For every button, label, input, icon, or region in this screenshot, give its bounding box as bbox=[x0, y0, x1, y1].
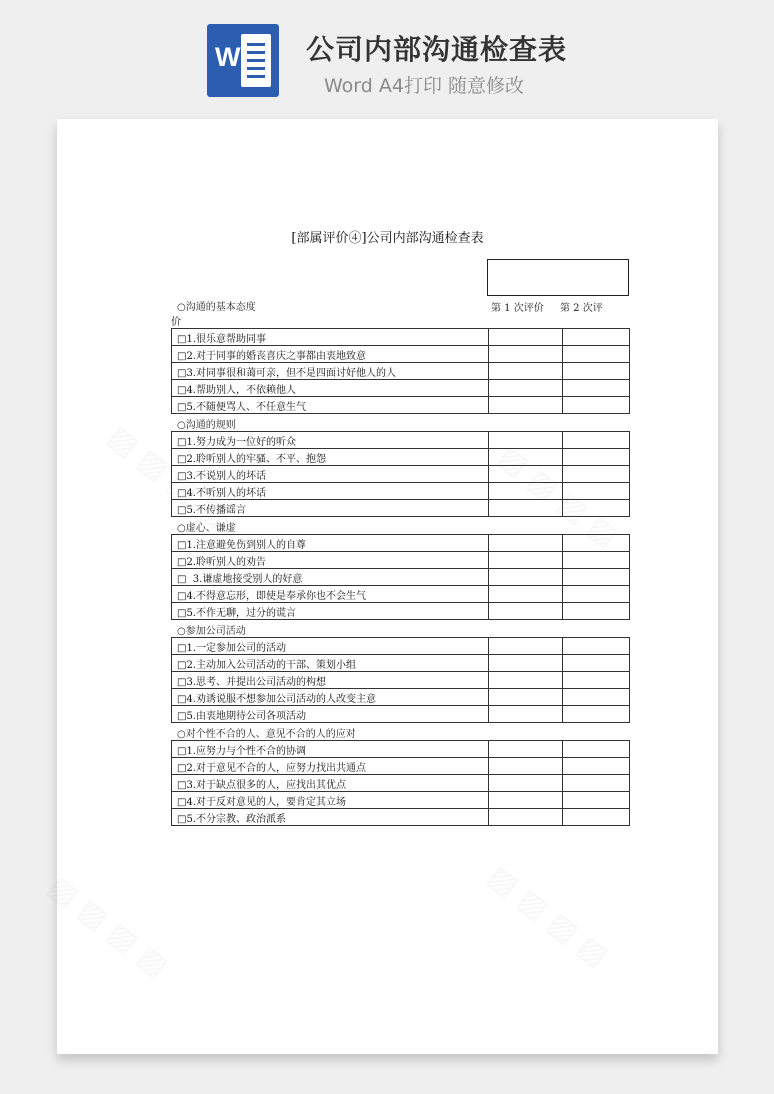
item-text[interactable]: □3.对于缺点很多的人，应找出其优点 bbox=[172, 775, 489, 792]
header bbox=[0, 0, 774, 118]
table-row bbox=[172, 363, 630, 380]
table-row bbox=[172, 655, 630, 672]
item-text[interactable]: □2.主动加入公司活动的干部、策划小组 bbox=[172, 655, 489, 672]
second-score-cell[interactable] bbox=[563, 775, 630, 792]
second-score-cell[interactable] bbox=[563, 809, 630, 826]
first-score-cell[interactable] bbox=[489, 638, 563, 655]
table-row bbox=[172, 792, 630, 809]
second-score-cell[interactable] bbox=[563, 741, 630, 758]
first-score-cell[interactable] bbox=[489, 586, 563, 603]
second-score-cell[interactable] bbox=[563, 449, 630, 466]
first-score-cell[interactable] bbox=[489, 603, 563, 620]
item-text[interactable]: □2.对于同事的婚丧喜庆之事都由衷地致意 bbox=[172, 346, 489, 363]
second-score-cell[interactable] bbox=[563, 672, 630, 689]
item-text[interactable]: □5.由衷地期待公司各项活动 bbox=[172, 706, 489, 723]
first-score-cell[interactable] bbox=[489, 792, 563, 809]
first-score-cell[interactable] bbox=[489, 569, 563, 586]
table-row bbox=[172, 329, 630, 346]
first-score-cell[interactable] bbox=[489, 466, 563, 483]
item-text[interactable]: □4.对于反对意见的人，要肯定其立场 bbox=[172, 792, 489, 809]
second-score-cell[interactable] bbox=[563, 483, 630, 500]
document-title: [部属评价④]公司内部沟通检查表 bbox=[291, 231, 484, 246]
first-score-cell[interactable] bbox=[489, 346, 563, 363]
item-text[interactable]: □5.不分宗教、政治派系 bbox=[172, 809, 489, 826]
item-text[interactable]: □4.帮助别人，不依赖他人 bbox=[172, 380, 489, 397]
second-score-cell[interactable] bbox=[563, 689, 630, 706]
table-row bbox=[172, 500, 630, 517]
first-score-cell[interactable] bbox=[489, 449, 563, 466]
second-score-cell[interactable] bbox=[563, 329, 630, 346]
second-score-cell[interactable] bbox=[563, 638, 630, 655]
item-text[interactable]: □5.不作无聊，过分的谎言 bbox=[172, 603, 489, 620]
second-score-cell[interactable] bbox=[563, 655, 630, 672]
section-label: ○沟通的规则 bbox=[177, 420, 236, 431]
second-score-cell[interactable] bbox=[563, 792, 630, 809]
section-label: ○对个性不合的人、意见不合的人的应对 bbox=[177, 729, 356, 740]
second-score-cell[interactable] bbox=[563, 569, 630, 586]
checklist-table bbox=[171, 431, 630, 517]
second-score-cell[interactable] bbox=[563, 552, 630, 569]
item-text[interactable]: □5.不随便骂人、不任意生气 bbox=[172, 397, 489, 414]
first-score-cell[interactable] bbox=[489, 432, 563, 449]
second-score-cell[interactable] bbox=[563, 706, 630, 723]
table-row bbox=[172, 706, 630, 723]
page-title: 公司内部沟通检查表 bbox=[306, 33, 568, 66]
first-score-cell[interactable] bbox=[489, 809, 563, 826]
item-text[interactable]: □1.一定参加公司的活动 bbox=[172, 638, 489, 655]
first-score-cell[interactable] bbox=[489, 363, 563, 380]
first-score-cell[interactable] bbox=[489, 655, 563, 672]
second-score-cell[interactable] bbox=[563, 466, 630, 483]
first-score-cell[interactable] bbox=[489, 672, 563, 689]
first-score-cell[interactable] bbox=[489, 706, 563, 723]
column-header-first-evaluation: 第 1 次评价 bbox=[491, 303, 544, 314]
table-row bbox=[172, 672, 630, 689]
item-text[interactable]: □1.努力成为一位好的听众 bbox=[172, 432, 489, 449]
table-row bbox=[172, 689, 630, 706]
watermark-mark bbox=[41, 869, 174, 984]
table-row bbox=[172, 758, 630, 775]
checklist-table bbox=[171, 534, 630, 620]
second-score-cell[interactable] bbox=[563, 603, 630, 620]
second-score-cell[interactable] bbox=[563, 346, 630, 363]
item-text[interactable]: □2.聆听别人的牢骚、不平、抱怨 bbox=[172, 449, 489, 466]
table-row bbox=[172, 569, 630, 586]
item-text[interactable]: □1.注意避免伤到别人的自尊 bbox=[172, 535, 489, 552]
table-row bbox=[172, 603, 630, 620]
first-score-cell[interactable] bbox=[489, 535, 563, 552]
second-score-cell[interactable] bbox=[563, 758, 630, 775]
table-row bbox=[172, 346, 630, 363]
item-text[interactable]: □3.对同事很和蔼可亲，但不是四面讨好他人的人 bbox=[172, 363, 489, 380]
table-row bbox=[172, 380, 630, 397]
second-score-cell[interactable] bbox=[563, 432, 630, 449]
item-text[interactable]: □1.很乐意帮助同事 bbox=[172, 329, 489, 346]
first-score-cell[interactable] bbox=[489, 397, 563, 414]
word-icon-letter: W bbox=[215, 42, 241, 72]
table-row bbox=[172, 483, 630, 500]
first-score-cell[interactable] bbox=[489, 552, 563, 569]
section-label: ○虚心、谦虚 bbox=[177, 523, 236, 534]
item-text[interactable]: □2.对于意见不合的人，应努力找出共通点 bbox=[172, 758, 489, 775]
table-row bbox=[172, 775, 630, 792]
first-score-cell[interactable] bbox=[489, 329, 563, 346]
second-score-cell[interactable] bbox=[563, 500, 630, 517]
item-text[interactable]: □4.劝诱说服不想参加公司活动的人改变主意 bbox=[172, 689, 489, 706]
checklist-table bbox=[171, 328, 630, 414]
second-score-cell[interactable] bbox=[563, 535, 630, 552]
first-score-cell[interactable] bbox=[489, 500, 563, 517]
word-icon bbox=[207, 24, 279, 97]
item-text[interactable]: □2.聆听别人的劝告 bbox=[172, 552, 489, 569]
document-page bbox=[57, 119, 718, 1054]
first-score-cell[interactable] bbox=[489, 483, 563, 500]
second-score-cell[interactable] bbox=[563, 586, 630, 603]
table-row bbox=[172, 741, 630, 758]
second-score-cell[interactable] bbox=[563, 397, 630, 414]
table-row bbox=[172, 397, 630, 414]
item-text[interactable]: □ 3.谦虚地接受别人的好意 bbox=[172, 569, 489, 586]
first-score-cell[interactable] bbox=[489, 775, 563, 792]
item-text[interactable]: □1.应努力与个性不合的协调 bbox=[172, 741, 489, 758]
watermark-mark bbox=[481, 859, 614, 974]
column-header-second-evaluation: 第 2 次评 bbox=[560, 303, 603, 314]
item-text[interactable]: □4.不听别人的坏话 bbox=[172, 483, 489, 500]
first-score-cell[interactable] bbox=[489, 689, 563, 706]
section-label: ○参加公司活动 bbox=[177, 626, 246, 637]
section-label: ○沟通的基本态度 bbox=[177, 302, 256, 313]
item-text[interactable]: □4.不得意忘形，即使是奉承你也不会生气 bbox=[172, 586, 489, 603]
table-row bbox=[172, 586, 630, 603]
table-row bbox=[172, 638, 630, 655]
item-text[interactable]: □5.不传播谣言 bbox=[172, 500, 489, 517]
checklist-table bbox=[171, 740, 630, 826]
table-row bbox=[172, 552, 630, 569]
checklist-table bbox=[171, 637, 630, 723]
item-text[interactable]: □3.思考、并提出公司活动的构想 bbox=[172, 672, 489, 689]
first-score-cell[interactable] bbox=[489, 758, 563, 775]
table-row bbox=[172, 449, 630, 466]
column-header-wrap: 价 bbox=[171, 317, 181, 328]
score-box[interactable] bbox=[487, 259, 629, 296]
table-row bbox=[172, 466, 630, 483]
second-score-cell[interactable] bbox=[563, 380, 630, 397]
table-row bbox=[172, 432, 630, 449]
page-subtitle: Word A4打印 随意修改 bbox=[324, 75, 525, 97]
first-score-cell[interactable] bbox=[489, 380, 563, 397]
item-text[interactable]: □3.不说别人的坏话 bbox=[172, 466, 489, 483]
table-row bbox=[172, 535, 630, 552]
table-row bbox=[172, 809, 630, 826]
second-score-cell[interactable] bbox=[563, 363, 630, 380]
first-score-cell[interactable] bbox=[489, 741, 563, 758]
word-page-shape bbox=[241, 34, 271, 87]
